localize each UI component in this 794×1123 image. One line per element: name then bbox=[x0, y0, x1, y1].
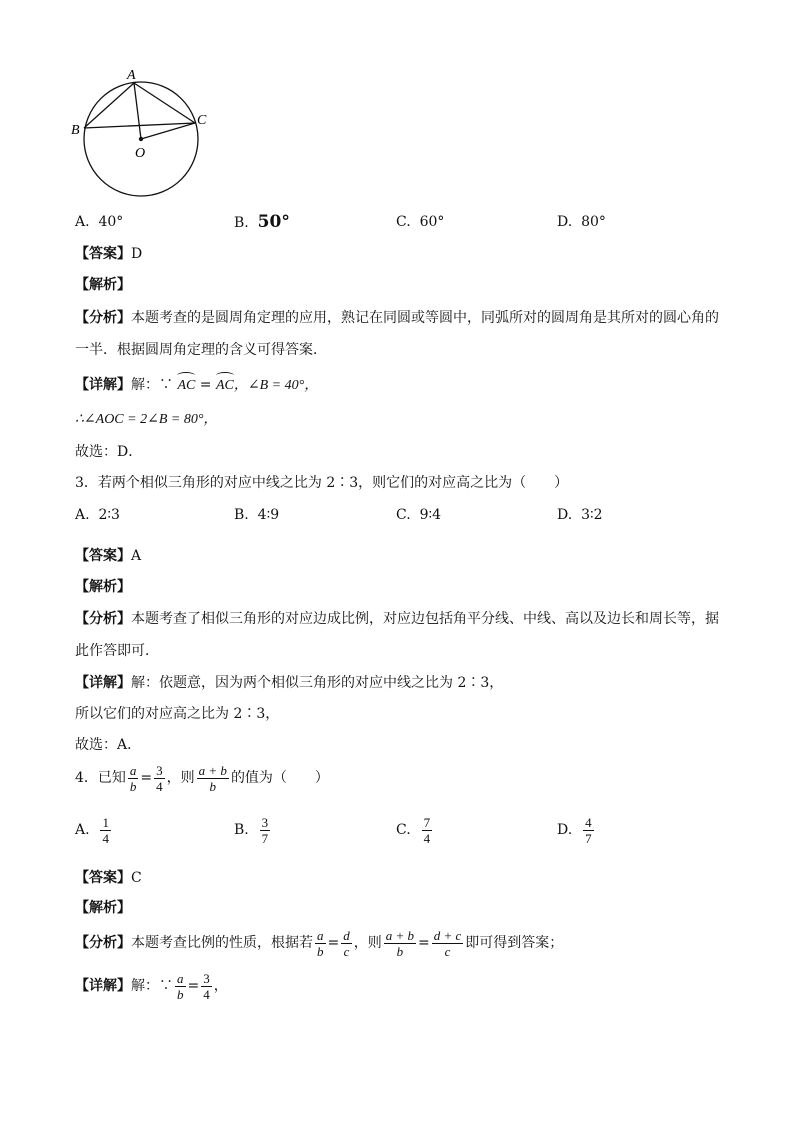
q3-detail: 【详解】解：依题意，因为两个相似三角形的对应中线之比为 2∶3， bbox=[75, 675, 504, 691]
q2-fenxi-line2: 一半．根据圆周角定理的含义可得答案． bbox=[75, 342, 327, 358]
q4-option-c: C. $\frac{7}{4}$ bbox=[396, 814, 431, 846]
q2-answer: 【答案】D bbox=[75, 246, 143, 262]
q3-stem: 3．若两个相似三角形的对应中线之比为 2∶3，则它们的对应高之比为（ ） bbox=[75, 475, 569, 491]
q2-fenxi-line1: 【分析】本题考查的是圆周角定理的应用，熟记在同圆或等圆中，同弧所对的圆周角是其所对的圆心角的 bbox=[75, 310, 719, 326]
q4-answer: 【答案】C bbox=[75, 870, 142, 886]
q4-option-d: D. $\frac{4}{7}$ bbox=[557, 814, 592, 846]
q3-analysis-tag: 【解析】 bbox=[75, 579, 131, 595]
q3-fenxi-line2: 此作答即可． bbox=[75, 643, 159, 659]
q4-detail: 【详解】解：∵ $\frac{a}{b}$ = $\frac{3}{4}$ ， bbox=[75, 970, 228, 1002]
q4-option-a: A. $\frac{1}{4}$ bbox=[75, 814, 109, 846]
arc-ac-2: AC bbox=[216, 376, 234, 396]
q3-answer: 【答案】A bbox=[75, 548, 142, 564]
q2-conclusion: 故选：D． bbox=[75, 444, 143, 460]
q3-fenxi-line1: 【分析】本题考查了相似三角形的对应边成比例，对应边包括角平分线、中线、高以及边长和周长等，据 bbox=[75, 611, 719, 627]
q2-detail: 【详解】解：∵ AC = AC，∠B = 40°， bbox=[75, 375, 318, 396]
label-O: O bbox=[135, 146, 146, 161]
q2-option-a: A. 40° bbox=[75, 214, 124, 230]
label-C: C bbox=[197, 113, 207, 128]
label-B: B bbox=[71, 123, 80, 138]
q3-option-c: C. 9∶4 bbox=[396, 507, 442, 523]
q2-step2: ∴∠AOC = 2∠B = 80°， bbox=[75, 412, 218, 427]
q4-expr-frac: $\frac{a + b}{b}$ bbox=[198, 762, 227, 794]
q2-option-b: B. 50° bbox=[234, 212, 290, 232]
q3-option-d: D. 3∶2 bbox=[557, 507, 603, 523]
circle-figure bbox=[68, 64, 218, 204]
q3-option-b: B. 4∶9 bbox=[234, 507, 280, 523]
q4-stem: 4．已知 $\frac{a}{b}$ = $\frac{3}{4}$ ，则 $\frac{a + b}{b}$ 的值为（ ） bbox=[75, 762, 329, 794]
q3-option-a: A. 2∶3 bbox=[75, 507, 120, 523]
q4-given-frac-34: $\frac{3}{4}$ bbox=[156, 762, 163, 794]
q2-option-c: C. 60° bbox=[396, 214, 445, 230]
arc-ac-1: AC bbox=[177, 376, 195, 396]
q2-option-d: D. 80° bbox=[557, 214, 606, 230]
q4-given-frac-ab: $\frac{a}{b}$ bbox=[129, 762, 137, 794]
q2-analysis-tag: 【解析】 bbox=[75, 277, 131, 293]
label-A: A bbox=[127, 68, 136, 83]
q3-conclusion: 故选：A． bbox=[75, 737, 142, 753]
q4-analysis-tag: 【解析】 bbox=[75, 900, 131, 916]
q4-option-b: B. $\frac{3}{7}$ bbox=[234, 814, 269, 846]
q4-fenxi: 【分析】本题考查比例的性质，根据若 $\frac{a}{b}$ = $\frac{d}{c}$ ，则 $\frac{a + b}{b}$ = $\frac{d + c}{c}$ 即可得到答案； bbox=[75, 927, 564, 959]
q3-step2: 所以它们的对应高之比为 2∶3， bbox=[75, 706, 280, 722]
